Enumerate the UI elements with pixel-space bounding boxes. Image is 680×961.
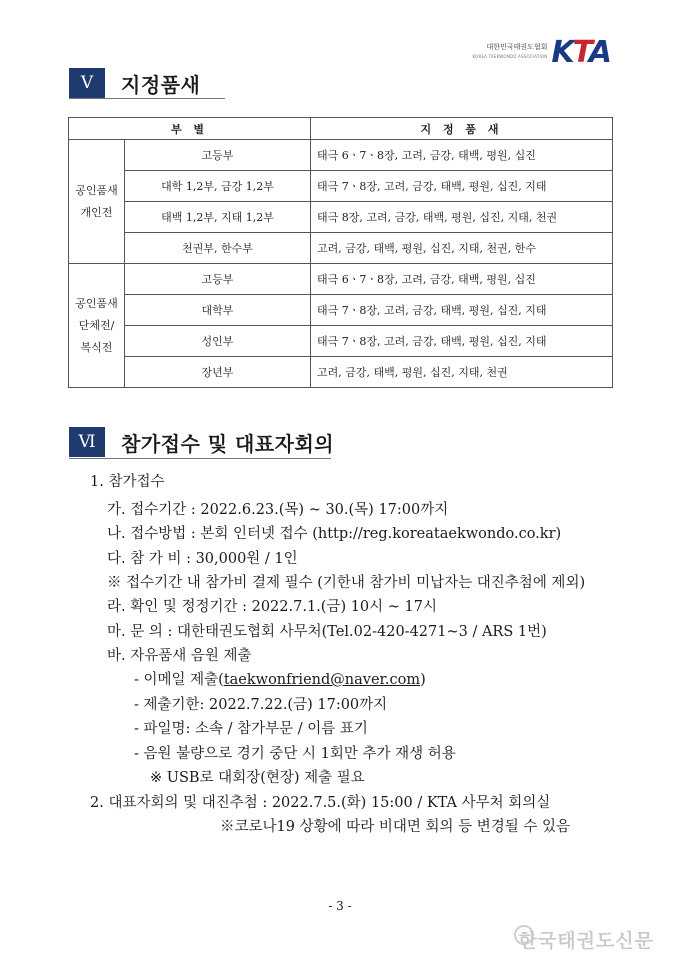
item-method [107, 522, 561, 543]
logo-org-sub: KOREA TAEKWONDO ASSOCIATION [472, 54, 548, 59]
logo-mark [551, 35, 610, 70]
table-row [69, 326, 613, 357]
table-row [69, 171, 613, 202]
section6-title: 참가접수 및 대표자회의 [121, 431, 335, 456]
table-header-row [69, 118, 613, 140]
item-fee-note: ※ 접수기간 내 참가비 결제 필수 (기한내 참가비 미납자는 대진추첨에 제외) [107, 575, 586, 591]
logo-mark-t: T [572, 34, 589, 70]
poomsae-cell: 태극 7ㆍ8장, 고려, 금강, 태백, 평원, 십진, 지태 [311, 326, 613, 357]
item-covid-note: ※코로나19 상황에 따라 비대면 회의 등 변경될 수 있음 [220, 819, 570, 835]
table-row [69, 233, 613, 264]
item-period: 가. 접수기간 : 2022.6.23.(목) ~ 30.(목) 17:00까지 [107, 502, 449, 518]
item-deadline: - 제출기한: 2022.7.22.(금) 17:00까지 [134, 697, 388, 713]
registration-url-link[interactable]: http://reg.koreataekwondo.co.kr [317, 526, 556, 542]
poomsae-table [68, 117, 613, 388]
table-row [69, 140, 613, 171]
header-poomsae: 지 정 품 새 [311, 118, 613, 140]
item-correction-period: 라. 확인 및 정정기간 : 2022.7.1.(금) 10시 ~ 17시 [107, 599, 437, 615]
method-close: ) [555, 526, 562, 542]
division-cell: 태백 1,2부, 지태 1,2부 [125, 202, 311, 233]
logo-org-name: 대한민국태권도협회 [486, 43, 548, 51]
poomsae-cell: 고려, 금강, 태백, 평원, 십진, 지태, 천권 [311, 357, 613, 388]
section6-number: Ⅵ [69, 427, 105, 457]
group-name-cell: 공인품새 개인전 [69, 140, 125, 264]
item-usb-note: ※ USB로 대회장(현장) 제출 필요 [150, 770, 365, 786]
table-row [69, 357, 613, 388]
table-body [69, 140, 613, 388]
logo-mark-a: A [588, 34, 610, 70]
division-cell: 대학부 [125, 295, 311, 326]
poomsae-cell: 태극 7ㆍ8장, 고려, 금강, 태백, 평원, 십진, 지태 [311, 295, 613, 326]
item-contact: 마. 문 의 : 대한태권도협회 사무처(Tel.02-420-4271~3 / ARS 1번) [107, 624, 547, 640]
division-cell: 고등부 [125, 140, 311, 171]
page-number: - 3 - [328, 899, 352, 913]
division-cell: 천권부, 한수부 [125, 233, 311, 264]
poomsae-cell: 태극 6ㆍ7ㆍ8장, 고려, 금강, 태백, 평원, 십진 [311, 140, 613, 171]
logo-mark-k: K [551, 34, 573, 70]
section5-heading [69, 68, 200, 98]
division-cell: 장년부 [125, 357, 311, 388]
method-text: 나. 접수방법 : 본회 인터넷 접수 ( [107, 526, 318, 542]
item-replay-rule: - 음원 불량으로 경기 중단 시 1회만 추가 재생 허용 [134, 746, 456, 762]
section5-title: 지정품새 [121, 72, 201, 97]
poomsae-cell: 태극 8장, 고려, 금강, 태백, 평원, 십진, 지태, 천권 [311, 202, 613, 233]
logo-text [473, 43, 548, 61]
section6-underline [69, 458, 331, 459]
poomsae-cell: 고려, 금강, 태백, 평원, 십진, 지태, 천권, 한수 [311, 233, 613, 264]
item-email [134, 668, 426, 689]
group-name-cell: 공인품새 단체전/ 복식전 [69, 264, 125, 388]
section5-number: Ⅴ [69, 68, 105, 98]
item-music-submission: 바. 자유품새 음원 제출 [107, 648, 252, 664]
table-row [69, 295, 613, 326]
table-row [69, 264, 613, 295]
division-cell: 성인부 [125, 326, 311, 357]
item-meeting: 2. 대표자회의 및 대진추첨 : 2022.7.5.(화) 15:00 / KTA 사무처 회의실 [90, 795, 551, 811]
email-link[interactable]: taekwonfriend@naver.com [223, 672, 421, 688]
section5-underline [69, 98, 225, 99]
poomsae-cell: 태극 7ㆍ8장, 고려, 금강, 태백, 평원, 십진, 지태 [311, 171, 613, 202]
section6-heading [69, 427, 334, 457]
email-label: - 이메일 제출( [134, 672, 224, 688]
watermark: 한국태권도신문 [518, 930, 654, 952]
poomsae-cell: 태극 6ㆍ7ㆍ8장, 고려, 금강, 태백, 평원, 십진 [311, 264, 613, 295]
item-fee: 다. 참 가 비 : 30,000원 / 1인 [107, 551, 298, 567]
division-cell: 고등부 [125, 264, 311, 295]
item-registration: 1. 참가접수 [90, 474, 165, 490]
header-division: 부 별 [69, 118, 311, 140]
item-filename: - 파일명: 소속 / 참가부문 / 이름 표기 [134, 721, 368, 737]
division-cell: 대학 1,2부, 금강 1,2부 [125, 171, 311, 202]
email-close: ) [420, 672, 426, 688]
kta-logo [473, 36, 610, 68]
table-row [69, 202, 613, 233]
